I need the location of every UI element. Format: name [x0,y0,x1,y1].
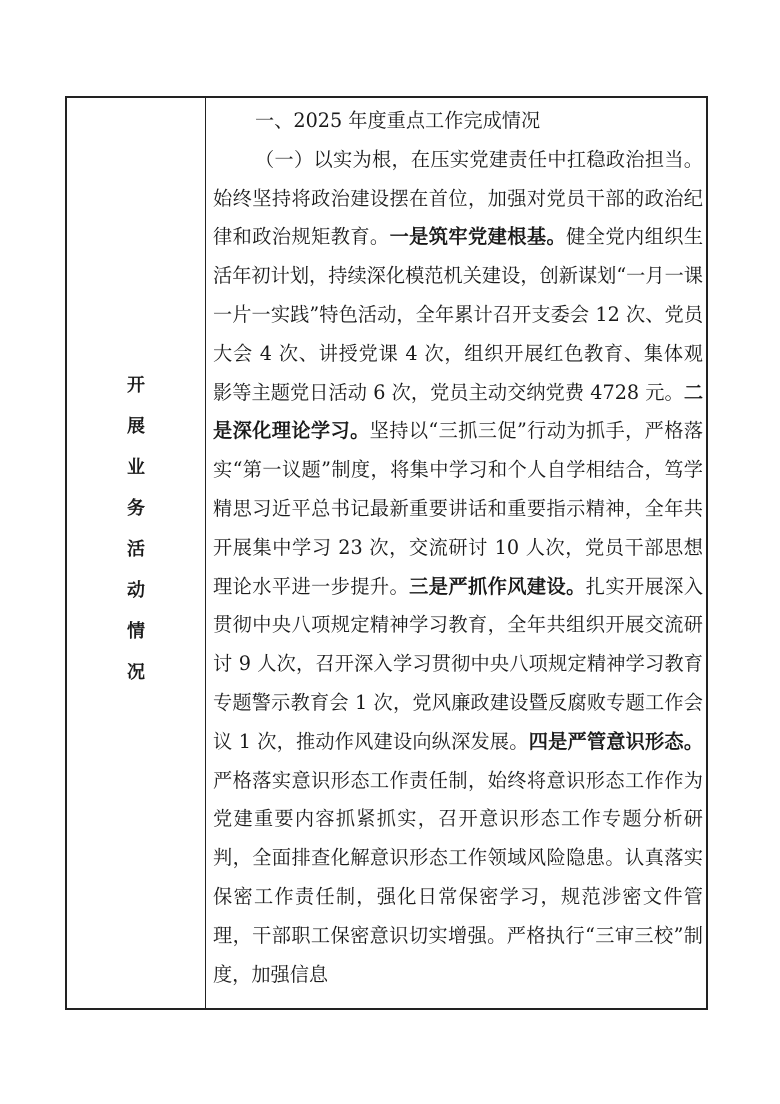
body-paragraph [213,141,703,995]
content-cell [213,102,703,994]
text-run: 坚持以“三抓三促”行动为抓手，严格落实“第一议题”制度，将集中学习和个人自学相结合，笃学精思习近平总书记最新重要讲话和重要指示精神，全年共开展集中学习 23 次，交流研讨 10 人次，党员干部思想理论水平进一步提升。 [213,419,704,598]
report-table [65,96,708,1010]
row-label [127,365,145,693]
text-run: （一）以实为根，在压实党建责任中扛稳政治担当。始终坚持将政治建设摆在首位，加强对党员干部的政治纪律和政治规矩教育。 [213,147,703,249]
row-label-char: 开 [127,375,145,396]
row-label-char: 务 [127,498,145,519]
row-label-char: 展 [127,416,145,437]
highlight-run: 三是严抓作风建设。 [409,574,586,598]
highlight-run: 二是深化理论学习。 [213,380,703,443]
highlight-run: 一是筑牢党建根基。 [389,225,567,249]
row-label-char: 情 [127,621,145,642]
highlight-run: 四是严管意识形态。 [528,729,704,753]
column-divider [205,98,206,1008]
text-run: 扎实开展深入贯彻中央八项规定精神学习教育，全年共组织开展交流研讨 9 人次，召开深入学习贯彻中央八项规定精神学习教育专题警示教育会 1 次，党风廉政建设暨反腐败专题工作会议 1 次，推动作风建设向纵深发展。 [213,574,704,753]
text-run: 严格落实意识形态工作责任制，始终将意识形态工作作为党建重要内容抓紧抓实，召开意识形态工作专题分析研判，全面排查化解意识形态工作领域风险隐患。认真落实保密工作责任制，强化日常保密学习，规范涉密文件管理，干部职工保密意识切实增强。严格执行“三审三校”制度，加强信息 [213,768,703,986]
text-run: 健全党内组织生活年初计划，持续深化模范机关建设，创新谋划“一月一课一片一实践”特色活动，全年累计召开支委会 12 次、党员大会 4 次、讲授党课 4 次，组织开展红色教育、集体观影等主题党日活动 6 次，党员主动交纳党费 4728 元。 [213,225,704,404]
row-label-char: 动 [127,580,145,601]
section-heading: 一、2025 年度重点工作完成情况 [255,109,541,132]
row-label-char: 况 [127,662,145,683]
row-label-char: 活 [127,539,145,560]
row-label-char: 业 [127,457,145,478]
row-label-cell [67,98,205,1008]
